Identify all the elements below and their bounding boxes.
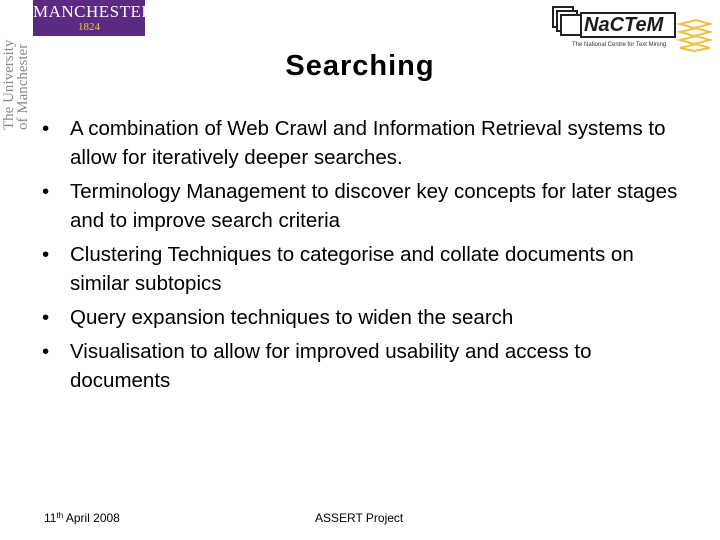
bullet-dot-icon: • xyxy=(42,117,50,140)
slide-title: Searching xyxy=(285,50,435,82)
bullet-text: Query expansion techniques to widen the search xyxy=(70,306,514,329)
nactem-logo-name: NaCTeM xyxy=(580,12,676,38)
footer-date xyxy=(44,511,120,525)
manchester-logo xyxy=(33,0,154,36)
footer-project: ASSERT Project xyxy=(315,511,404,525)
footer-date-suffix: th xyxy=(56,511,64,520)
university-line-1: The University xyxy=(1,39,17,130)
footer-date-rest: April 2008 xyxy=(63,511,120,525)
nactem-squares-icon xyxy=(552,6,582,36)
bullet-list xyxy=(40,114,680,400)
bullet-text: A combination of Web Crawl and Information Retrieval systems to allow for iteratively deeper searches. xyxy=(70,117,666,169)
nactem-layers-icon xyxy=(676,18,712,52)
manchester-logo-year: 1824 xyxy=(78,21,100,33)
bullet-text: Visualisation to allow for improved usability and access to documents xyxy=(70,340,592,392)
bullet-item xyxy=(40,240,680,298)
bullet-item xyxy=(40,337,680,395)
bullet-item xyxy=(40,177,680,235)
bullet-dot-icon: • xyxy=(42,306,50,329)
bullet-dot-icon: • xyxy=(42,243,50,266)
footer-date-day: 11 xyxy=(44,511,57,525)
manchester-logo-name: MANCHESTER xyxy=(33,2,154,21)
bullet-text: Clustering Techniques to categorise and collate documents on similar subtopics xyxy=(70,243,634,295)
bullet-text: Terminology Management to discover key concepts for later stages and to improve search criteria xyxy=(70,180,678,232)
bullet-item xyxy=(40,303,680,332)
nactem-logo xyxy=(552,4,712,52)
university-line-2: of Manchester xyxy=(15,43,31,130)
bullet-dot-icon: • xyxy=(42,180,50,203)
bullet-item xyxy=(40,114,680,172)
nactem-tagline: The National Centre for Text Mining xyxy=(572,42,667,48)
bullet-dot-icon: • xyxy=(42,340,50,363)
